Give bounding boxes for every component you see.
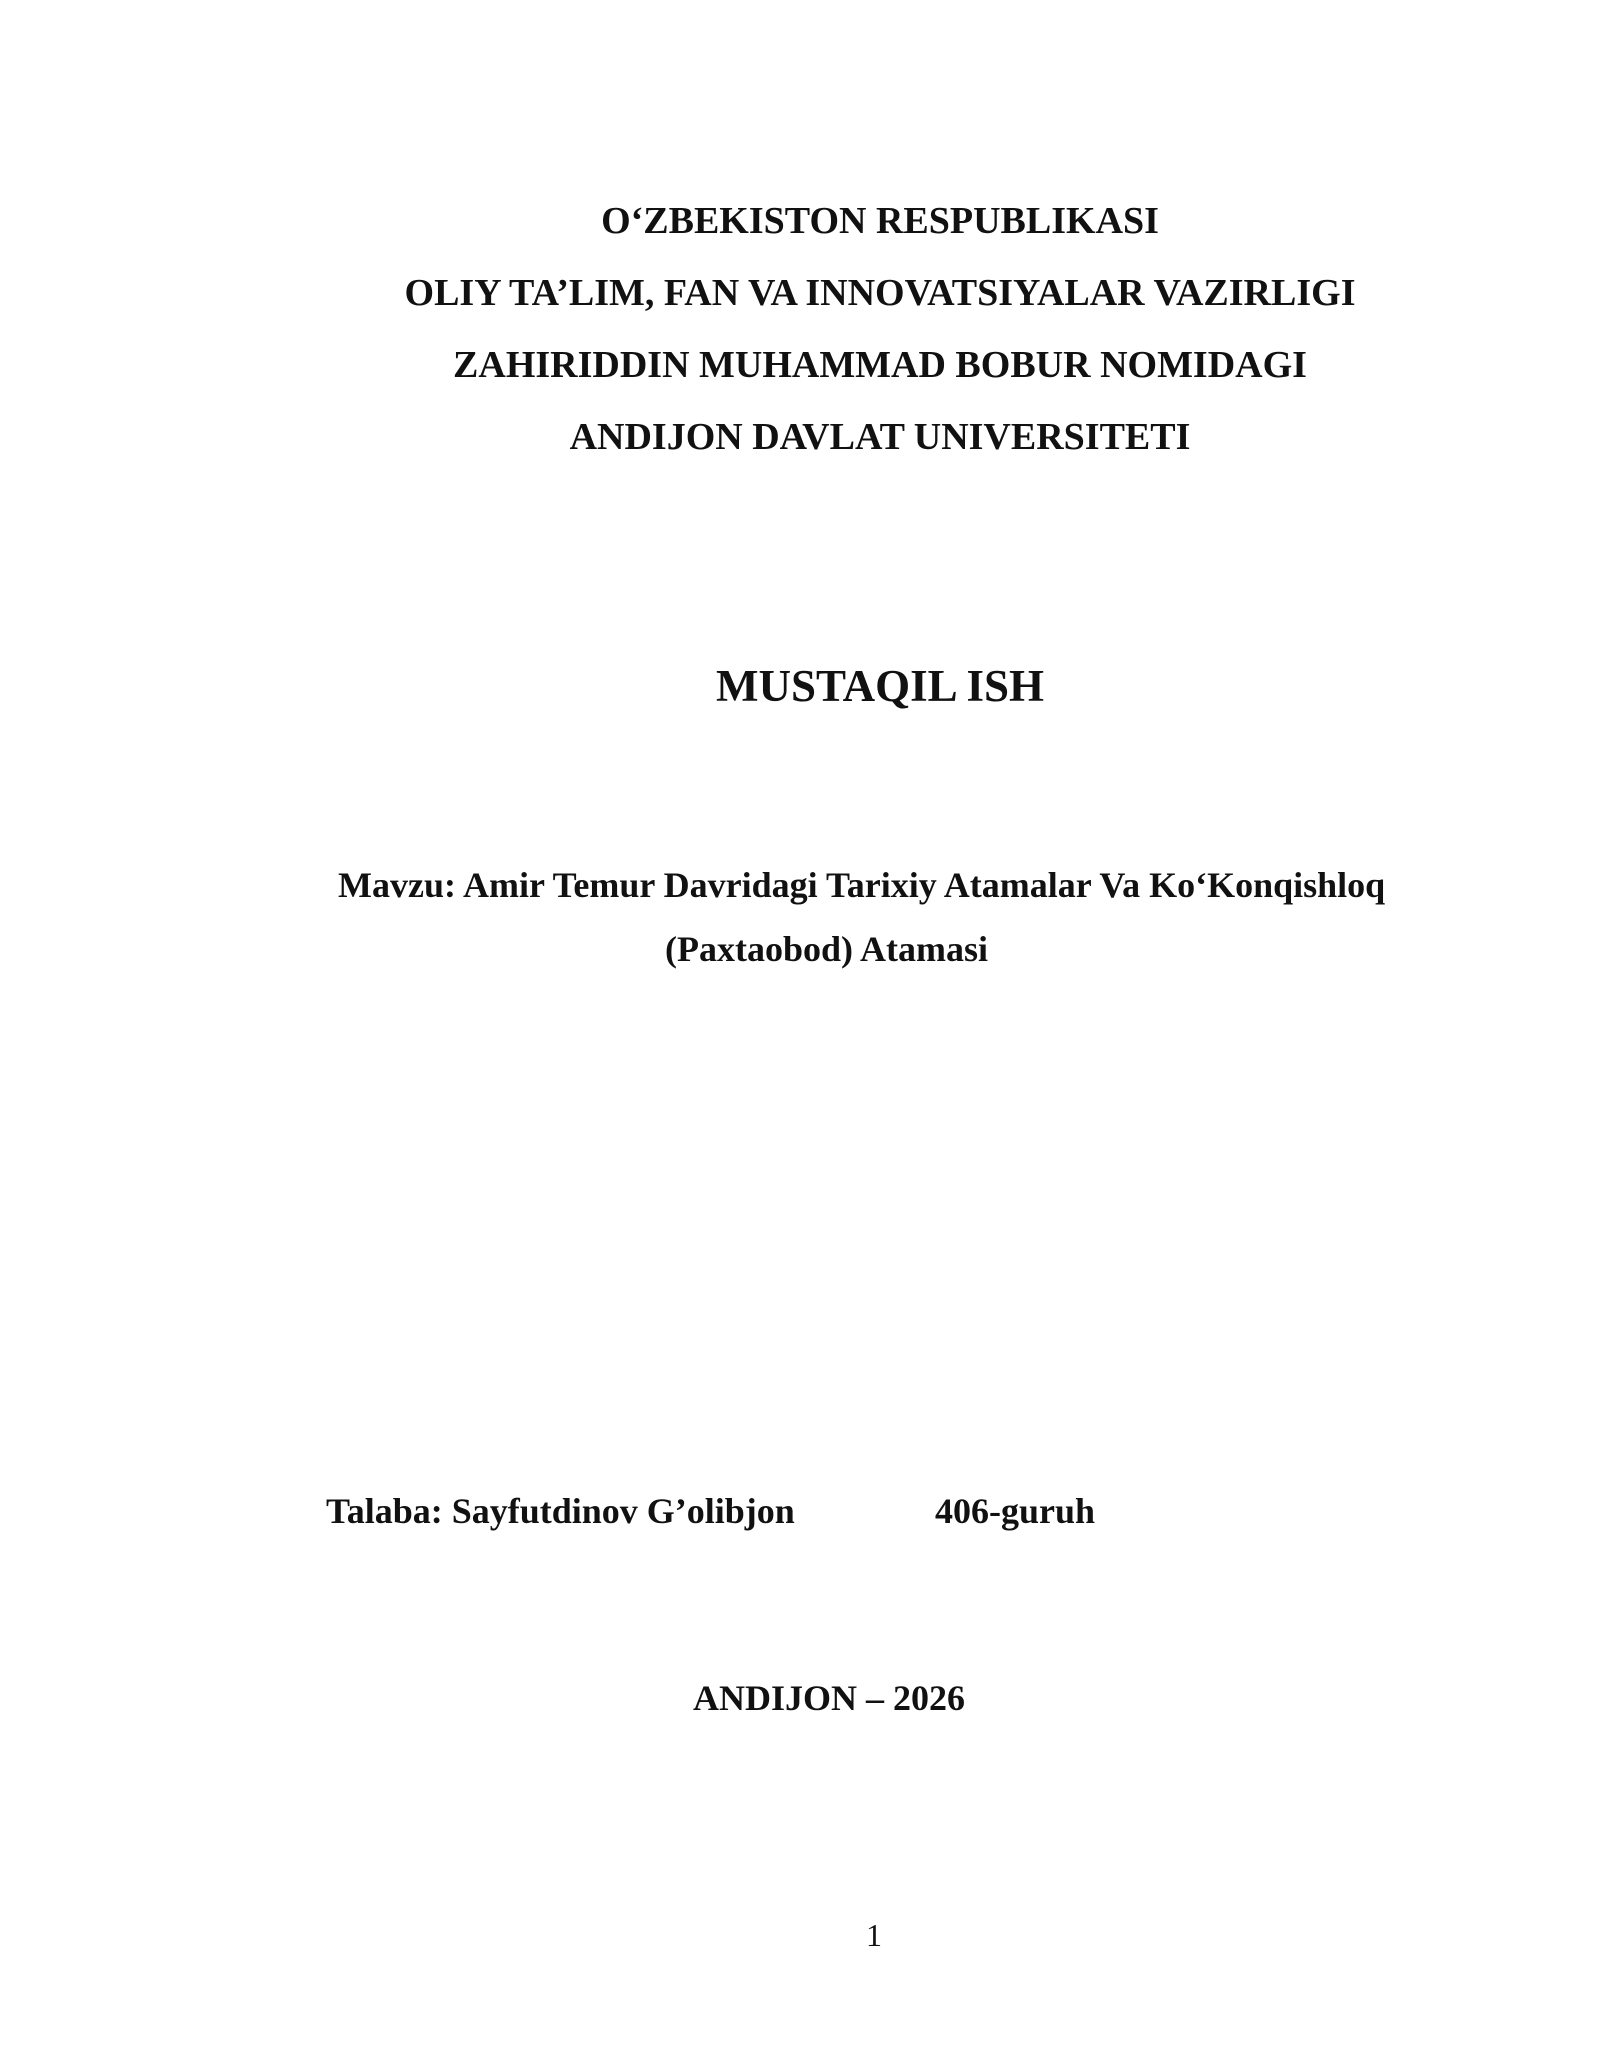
page-number: 1	[866, 1917, 882, 1953]
topic-line-1: Mavzu: Amir Temur Davridagi Tarixiy Atamalar Va Ko‘Konqishloq	[338, 865, 1386, 905]
document-title: MUSTAQIL ISH	[715, 661, 1044, 711]
topic-line-2: (Paxtaobod) Atamasi	[665, 929, 988, 969]
student-name: Talaba: Sayfutdinov G’olibjon	[326, 1491, 795, 1531]
student-group: 406-guruh	[935, 1491, 1096, 1531]
city-year: ANDIJON – 2026	[693, 1678, 966, 1718]
header-country: O‘ZBEKISTON RESPUBLIKASI	[601, 200, 1159, 242]
header-university-name-part: ZAHIRIDDIN MUHAMMAD BOBUR NOMIDAGI	[453, 344, 1307, 386]
institution-header	[0, 185, 1600, 473]
header-ministry: OLIY TA’LIM, FAN VA INNOVATSIYALAR VAZIRLIGI	[404, 272, 1356, 314]
header-university: ANDIJON DAVLAT UNIVERSITETI	[569, 416, 1191, 458]
